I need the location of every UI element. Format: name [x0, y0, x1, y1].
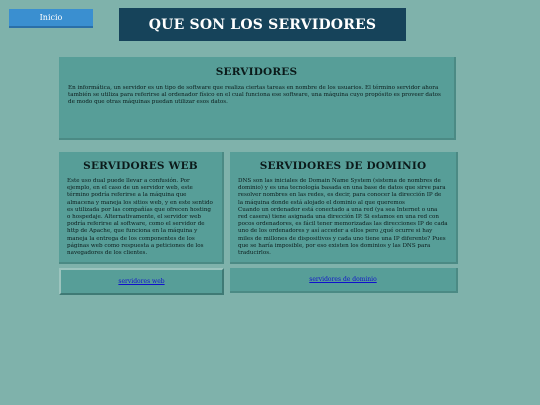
- web-servers-link[interactable]: servidores web: [118, 278, 165, 285]
- web-servers-text: Este uso dual puede llevar a confusión. Por ejemplo, en el caso de un servidor web, este término podría referirse a la máquina que almacena y maneja los sitios web, y en este sentido es utilizada por las compañías que ofrecen hosting o hospedaje. Alternativamente, el servidor web podría referirse al software, como el servidor de http de Apache, que funciona en la máquina y maneja la entrega de los componentes de los páginas web como respuesta a peticiones de los navegadores de los clientes.: [67, 178, 213, 257]
- page-title: QUE SON LOS SERVIDORES: [119, 8, 406, 41]
- servers-panel: [59, 57, 456, 140]
- dns-servers-link[interactable]: servidores de dominio: [309, 276, 377, 283]
- web-servers-heading: SERVIDORES WEB: [83, 160, 198, 172]
- dns-servers-panel: [230, 152, 458, 264]
- servers-heading: SERVIDORES: [215, 66, 298, 78]
- web-servers-link-box: [59, 268, 224, 295]
- dns-servers-link-box: [230, 268, 458, 293]
- dns-servers-text: DNS son las iniciales de Domain Name System (sistema de nombres de dominio) y es una tecnología basada en una base de datos que sirve para resolver nombres en las redes, es decir, para conocer la dirección IP de la máquina donde está alojado el dominio al que queremos Cuando un ordenador está conectado a una red (ya sea Internet o una red casera) tiene asignada una dirección IP. Si estamos en una red con pocos ordenadores, es fácil tener memorizadas las direcciones IP de cada uno de los ordenadores y así acceder a ellos pero ¿qué ocurre si hay miles de millones de dispositivos y cada uno tiene una IP diferente? Pues que se haría imposible, por eso existen los dominios y las DNS para traducirlos.: [238, 178, 448, 257]
- dns-servers-heading: SERVIDORES DE DOMINIO: [259, 160, 427, 172]
- servers-text: En informática, un servidor es un tipo de software que realiza ciertas tareas en nombre de los usuarios. El término servidor ahora también se utiliza para referirse al ordenador físico en el cual funciona ese software, una máquina cuyo propósito es proveer datos de modo que otras máquinas puedan utilizar esos datos.: [68, 85, 441, 106]
- web-servers-panel: [59, 152, 224, 264]
- home-button[interactable]: Inicio: [9, 9, 93, 28]
